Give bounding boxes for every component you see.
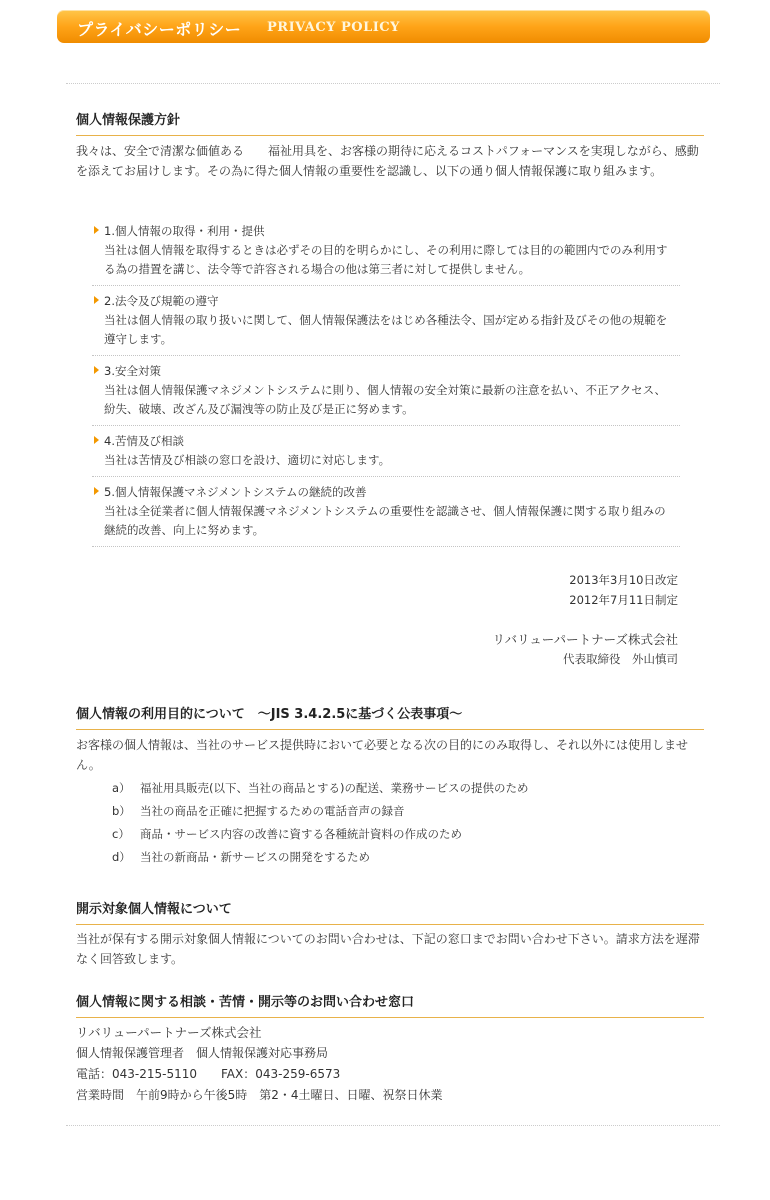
purpose-intro: お客様の個人情報は、当社のサービス提供時において必要となる次の目的にのみ取得し、それ以外には使用しません。 xyxy=(76,738,689,772)
revised-date: 2013年3月10日改定 xyxy=(569,573,678,587)
divider-top xyxy=(66,83,720,84)
representative-name: 代表取締役 外山慎司 xyxy=(563,652,678,666)
list-item xyxy=(112,800,672,823)
disclosure-text: 当社が保有する開示対象個人情報についてのお問い合わせは、下記の窓口までお問い合わせ下さい。請求方法を遅滞なく回答致します。 xyxy=(76,932,700,966)
contact-hours: 営業時間 午前9時から午後5時 第2・4土曜日、日曜、祝祭日休業 xyxy=(76,1088,443,1102)
arrow-right-icon xyxy=(94,226,99,234)
policy-item-body: 当社は全従業者に個人情報保護マネジメントシステムの重要性を認識させ、個人情報保護に関する取り組みの継続的改善、向上に努めます。 xyxy=(104,504,666,537)
list-item-mark: c） xyxy=(112,827,130,841)
arrow-right-icon xyxy=(94,487,99,495)
policy-item-body: 当社は個人情報を取得するときは必ずその目的を明らかにし、その利用に際しては目的の範囲内でのみ利用する為の措置を講じ、法令等で許容される場合の他は第三者に対して提供しません。 xyxy=(104,243,668,276)
policy-item xyxy=(92,483,680,547)
arrow-right-icon xyxy=(94,366,99,374)
list-item-mark: b） xyxy=(112,804,131,818)
arrow-right-icon xyxy=(94,296,99,304)
list-item xyxy=(112,777,672,800)
policy-heading: 個人情報保護方針 xyxy=(76,109,704,136)
established-date: 2012年7月11日制定 xyxy=(569,593,678,607)
list-item xyxy=(112,823,672,846)
policy-item-body: 当社は個人情報保護マネジメントシステムに則り、個人情報の安全対策に最新の注意を払い、不正アクセス、紛失、破壊、改ざん及び漏洩等の防止及び是正に努めます。 xyxy=(104,383,666,416)
purpose-heading: 個人情報の利用目的について ～JIS 3.4.2.5に基づく公表事項～ xyxy=(76,703,704,730)
policy-item-body: 当社は苦情及び相談の窓口を設け、適切に対応します。 xyxy=(104,453,391,467)
policy-item xyxy=(92,292,680,356)
policy-item-title: 3.安全対策 xyxy=(104,364,161,378)
page-title-bar xyxy=(57,10,710,43)
divider-bottom xyxy=(66,1125,720,1126)
policy-item-title: 4.苦情及び相談 xyxy=(104,434,184,448)
list-item xyxy=(112,846,672,869)
page-title: プライバシーポリシー xyxy=(77,20,242,39)
page-title-english: PRIVACY POLICY xyxy=(267,20,400,35)
policy-item xyxy=(92,222,680,286)
policy-intro: 我々は、安全で清潔な価値ある 福祉用具を、お客様の期待に応えるコストパフォーマンスを実現しながら、感動を添えてお届けします。その為に得た個人情報の重要性を認識し、以下の通り個人情報保護に取り組みます。 xyxy=(76,144,699,178)
list-item-text: 福祉用具販売(以下、当社の商品とする)の配送、業務サービスの提供のため xyxy=(140,781,529,795)
list-item-mark: a） xyxy=(112,781,131,795)
purpose-list xyxy=(112,777,672,869)
company-name: リバリューパートナーズ株式会社 xyxy=(492,632,678,647)
contact-company: リバリューパートナーズ株式会社 xyxy=(76,1025,262,1040)
disclosure-heading: 開示対象個人情報について xyxy=(76,898,704,925)
contact-heading: 個人情報に関する相談・苦情・開示等のお問い合わせ窓口 xyxy=(76,991,704,1018)
arrow-right-icon xyxy=(94,436,99,444)
policy-item-title: 2.法令及び規範の遵守 xyxy=(104,294,219,308)
policy-list xyxy=(92,222,680,553)
policy-item-title: 5.個人情報保護マネジメントシステムの継続的改善 xyxy=(104,485,367,499)
list-item-mark: d） xyxy=(112,850,131,864)
list-item-text: 当社の新商品・新サービスの開発をするため xyxy=(140,850,370,864)
list-item-text: 当社の商品を正確に把握するための電話音声の録音 xyxy=(140,804,405,818)
policy-item xyxy=(92,362,680,426)
policy-item xyxy=(92,432,680,477)
list-item-text: 商品・サービス内容の改善に資する各種統計資料の作成のため xyxy=(140,827,462,841)
contact-phone: 電話：043-215-5110 FAX：043-259-6573 xyxy=(76,1067,341,1081)
policy-item-title: 1.個人情報の取得・利用・提供 xyxy=(104,224,265,238)
policy-item-body: 当社は個人情報の取り扱いに関して、個人情報保護法をはじめ各種法令、国が定める指針及びその他の規範を遵守します。 xyxy=(104,313,668,346)
contact-manager: 個人情報保護管理者 個人情報保護対応事務局 xyxy=(76,1046,329,1060)
contact-block xyxy=(76,1022,704,1106)
